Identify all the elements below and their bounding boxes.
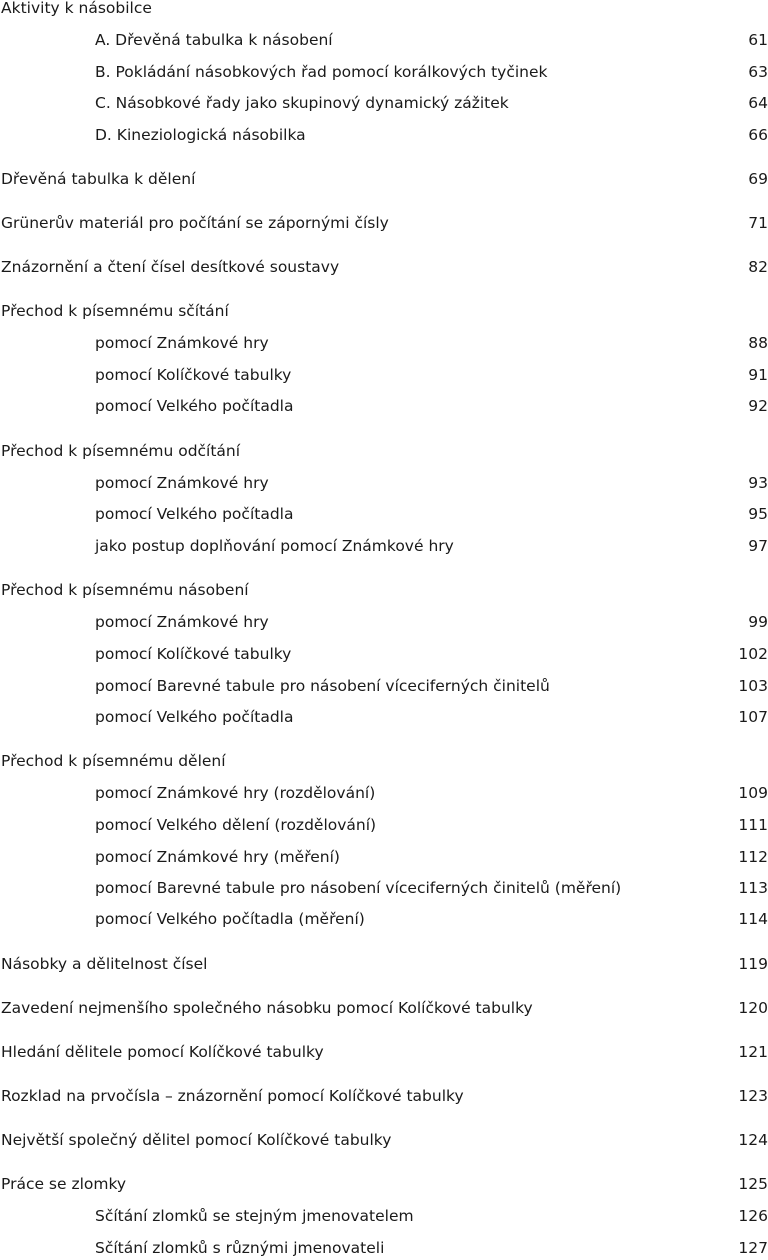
toc-entry-title: pomocí Velkého dělení (rozdělování) [95,816,377,834]
toc-entry-title: Násobky a dělitelnost čísel [1,955,208,973]
toc-page-number: 113 [738,879,768,897]
toc-entry-title: pomocí Kolíčkové tabulky [95,645,292,663]
toc-page-number: 111 [738,816,768,834]
toc-entry-title: Přechod k písemnému odčítání [1,442,241,460]
toc-sub-entry [0,907,768,931]
toc-page-number: 64 [748,94,768,112]
toc-page-number: 61 [748,31,768,49]
toc-page-number: 69 [748,170,768,188]
toc-entry-title: pomocí Známkové hry (rozdělování) [95,784,376,802]
toc-entry-title: pomocí Známkové hry (měření) [95,848,340,866]
toc-page-number: 63 [748,63,768,81]
toc-section-entry [0,0,768,20]
toc-page-number: 114 [738,910,768,928]
toc-sub-entry [0,394,768,418]
toc-section-entry [0,952,768,976]
toc-page-number: 120 [738,999,768,1017]
toc-sub-entry [0,781,768,805]
toc-sub-entry [0,502,768,526]
toc-entry-title: Dřevěná tabulka k dělení [1,170,196,188]
toc-sub-entry [0,1236,768,1260]
toc-entry-title: Znázornění a čtení čísel desítkové soustavy [1,258,340,276]
toc-entry-title: pomocí Velkého počítadla [95,397,294,415]
toc-section-entry [0,1128,768,1152]
toc-entry-title: Přechod k písemnému násobení [1,581,249,599]
toc-entry-title: pomocí Barevné tabule pro násobení víceciferných činitelů [95,677,550,695]
toc-entry-title: Grünerův materiál pro počítání se zápornými čísly [1,214,389,232]
toc-entry-title: pomocí Známkové hry [95,613,269,631]
toc-entry-title: Zavedení nejmenšího společného násobku pomocí Kolíčkové tabulky [1,999,533,1017]
toc-entry-title: B. Pokládání násobkových řad pomocí korálkových tyčinek [95,63,548,81]
toc-sub-entry [0,813,768,837]
toc-sub-entry [0,876,768,900]
toc-section-entry [0,1084,768,1108]
toc-section-entry [0,439,768,463]
toc-sub-entry [0,471,768,495]
toc-sub-entry [0,363,768,387]
toc-section-entry [0,255,768,279]
toc-entry-title: Největší společný dělitel pomocí Kolíčkové tabulky [1,1131,392,1149]
toc-sub-entry [0,28,768,52]
toc-entry-title: pomocí Velkého počítadla (měření) [95,910,365,928]
toc-sub-entry [0,60,768,84]
toc-entry-title: pomocí Známkové hry [95,474,269,492]
toc-sub-entry [0,1204,768,1228]
toc-page-number: 71 [748,214,768,232]
toc-entry-title: Sčítání zlomků s různými jmenovateli [95,1239,385,1257]
toc-sub-entry [0,534,768,558]
toc-sub-entry [0,91,768,115]
toc-page-number: 99 [748,613,768,631]
toc-entry-title: pomocí Barevné tabule pro násobení víceciferných činitelů (měření) [95,879,622,897]
toc-entry-title: pomocí Velkého počítadla [95,505,294,523]
toc-entry-title: Práce se zlomky [1,1175,127,1193]
toc-sub-entry [0,705,768,729]
toc-entry-title: A. Dřevěná tabulka k násobení [95,31,333,49]
toc-page-number: 93 [748,474,768,492]
toc-entry-title: D. Kineziologická násobilka [95,126,306,144]
toc-page-number: 66 [748,126,768,144]
toc-section-entry [0,749,768,773]
toc-section-entry [0,996,768,1020]
toc-sub-entry [0,642,768,666]
toc-page-number: 121 [738,1043,768,1061]
toc-entry-title: Rozklad na prvočísla – znázornění pomocí Kolíčkové tabulky [1,1087,464,1105]
toc-entry-title: jako postup doplňování pomocí Známkové hry [95,537,454,555]
toc-sub-entry [0,331,768,355]
toc-entry-title: pomocí Známkové hry [95,334,269,352]
toc-entry-title: pomocí Velkého počítadla [95,708,294,726]
toc-page-number: 109 [738,784,768,802]
toc-section-entry [0,299,768,323]
toc-entry-title: Přechod k písemnému sčítání [1,302,229,320]
toc-page-number: 97 [748,537,768,555]
toc-entry-title: Přechod k písemnému dělení [1,752,226,770]
toc-page-number: 95 [748,505,768,523]
toc-page-number: 92 [748,397,768,415]
toc-entry-title: Aktivity k násobilce [1,0,152,17]
toc-entry-title: Sčítání zlomků se stejným jmenovatelem [95,1207,414,1225]
toc-sub-entry [0,845,768,869]
toc-page-number: 88 [748,334,768,352]
toc-page-number: 112 [738,848,768,866]
toc-page-number: 102 [738,645,768,663]
toc-section-entry [0,1040,768,1064]
toc-sub-entry [0,610,768,634]
toc-page-number: 127 [738,1239,768,1257]
toc-page-number: 107 [738,708,768,726]
toc-sub-entry [0,674,768,698]
toc-page-number: 82 [748,258,768,276]
toc-page-number: 103 [738,677,768,695]
toc-entry-title: C. Násobkové řady jako skupinový dynamický zážitek [95,94,509,112]
toc-entry-title: pomocí Kolíčkové tabulky [95,366,292,384]
toc-section-entry [0,211,768,235]
toc-page-number: 91 [748,366,768,384]
toc-page-number: 125 [738,1175,768,1193]
toc-entry-title: Hledání dělitele pomocí Kolíčkové tabulky [1,1043,324,1061]
toc-section-entry [0,167,768,191]
toc-page-number: 119 [738,955,768,973]
toc-sub-entry [0,123,768,147]
toc-section-entry [0,1172,768,1196]
toc-page-number: 124 [738,1131,768,1149]
toc-page-number: 123 [738,1087,768,1105]
toc-section-entry [0,578,768,602]
toc-page-number: 126 [738,1207,768,1225]
